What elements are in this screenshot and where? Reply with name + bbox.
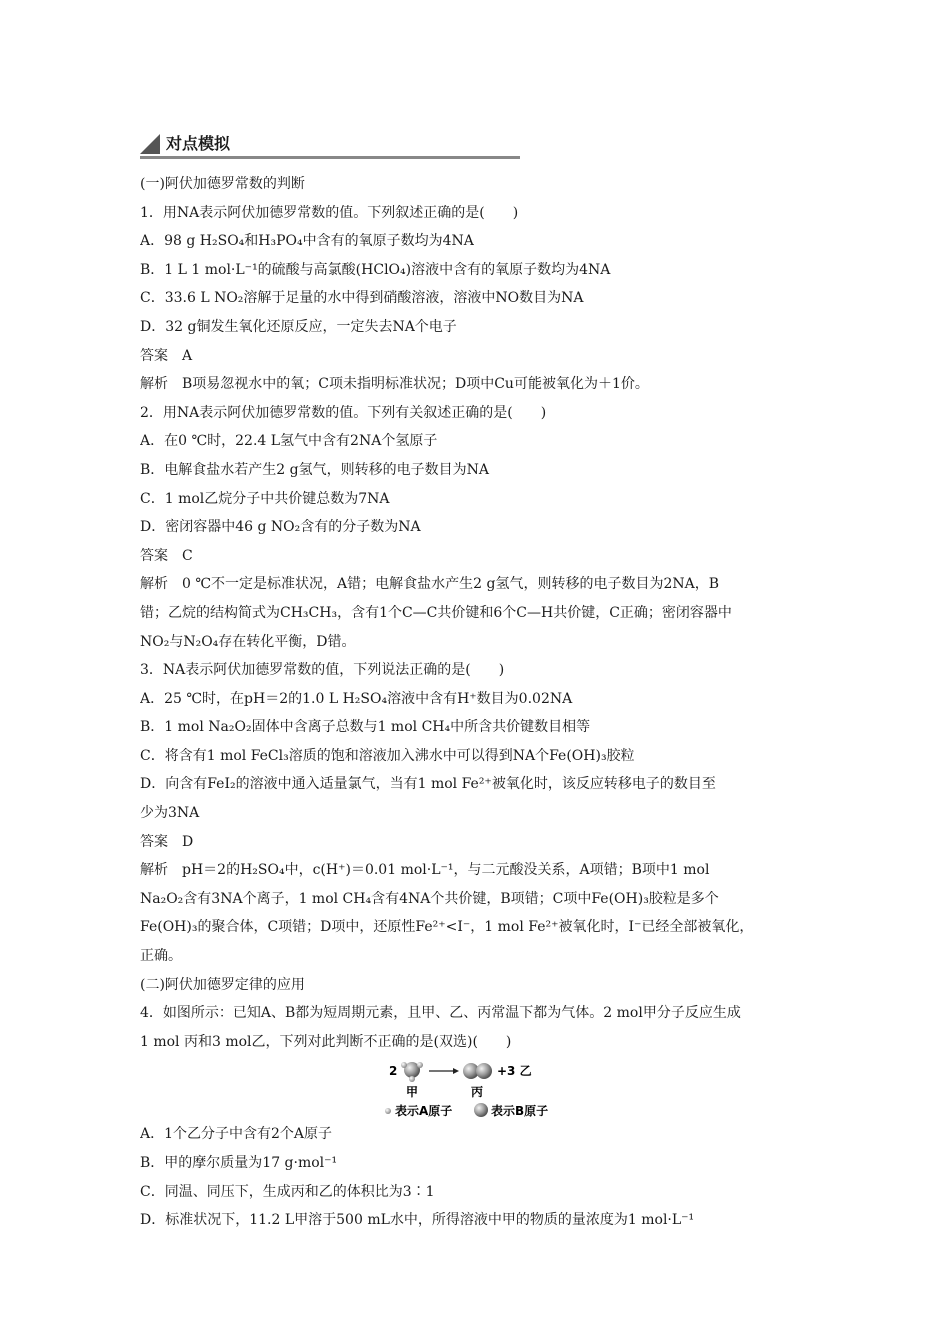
molecule-bing-icon (463, 1063, 492, 1079)
question-4-stem-line-1: 4．如图所示：已知A、B都为短周期元素，且甲、乙、丙常温下都为气体。2 mol甲分子反应生成 (140, 1005, 741, 1022)
question-3-analysis-line-1: 解析 pH＝2的H₂SO₄中，c(H⁺)＝0.01 mol·L⁻¹，与二元酸没关系，A项错；B项中1 mol (140, 862, 710, 879)
molecule-jia-icon (401, 1062, 423, 1082)
question-1-option-b: B．1 L 1 mol·L⁻¹的硫酸与高氯酸(HClO₄)溶液中含有的氧原子数均为4NA (140, 261, 611, 278)
question-4-option-c: C．同温、同压下，生成丙和乙的体积比为3∶1 (140, 1183, 435, 1200)
section-title: 对点模拟 (166, 134, 231, 153)
corner-triangle-icon (140, 134, 160, 154)
question-2-option-a: A．在0 ℃时，22.4 L氢气中含有2NA个氢原子 (140, 433, 438, 450)
atom-b-legend-icon (474, 1103, 488, 1117)
label-jia: 甲 (406, 1085, 419, 1100)
question-3-answer: 答案 D (140, 833, 194, 850)
question-3-analysis-line-2: Na₂O₂含有3NA个离子，1 mol CH₄含有4NA个共价键，B项错；C项中Fe(OH)₃胶粒是多个 (140, 890, 719, 907)
right-term: +3 乙 (497, 1064, 532, 1079)
legend-a-text: 表示A原子 (395, 1104, 453, 1119)
subsection-heading-2: (二)阿伏加德罗定律的应用 (140, 976, 305, 993)
question-3-option-d-line-1: D．向含有FeI₂的溶液中通入适量氯气，当有1 mol Fe²⁺被氧化时，该反应转移电子的数目至 (140, 776, 716, 793)
reaction-diagram (385, 1058, 575, 1120)
header-rule (140, 156, 520, 159)
question-3-option-d-line-2: 少为3NA (140, 805, 200, 822)
coefficient-left: 2 (389, 1064, 398, 1079)
question-2-option-c: C．1 mol乙烷分子中共价键总数为7NA (140, 490, 390, 507)
subsection-heading-1: (一)阿伏加德罗常数的判断 (140, 176, 305, 192)
question-2-analysis-line-3: NO₂与N₂O₄存在转化平衡，D错。 (140, 633, 356, 650)
reaction-arrow-icon (429, 1068, 459, 1074)
reaction-figure (140, 1058, 815, 1120)
question-4-option-b: B．甲的摩尔质量为17 g·mol⁻¹ (140, 1155, 338, 1171)
question-2-option-b: B．电解食盐水若产生2 g氢气，则转移的电子数目为NA (140, 461, 489, 478)
question-3-option-c: C．将含有1 mol FeCl₃溶质的饱和溶液加入沸水中可以得到NA个Fe(OH)₃胶粒 (140, 747, 635, 764)
section-header (140, 134, 520, 160)
question-1-analysis: 解析 B项易忽视水中的氧；C项未指明标准状况；D项中Cu可能被氧化为＋1价。 (140, 376, 649, 393)
atom-a-legend-icon (385, 1108, 391, 1114)
question-1-option-a: A．98 g H₂SO₄和H₃PO₄中含有的氧原子数均为4NA (140, 233, 474, 250)
question-4-stem-line-2: 1 mol 丙和3 mol乙，下列对此判断不正确的是(双选)( ) (140, 1033, 512, 1050)
question-4-option-d: D．标准状况下，11.2 L甲溶于500 mL水中，所得溶液中甲的物质的量浓度为1 mol·L⁻¹ (140, 1212, 695, 1229)
label-bing: 丙 (471, 1085, 484, 1100)
question-3-option-b: B．1 mol Na₂O₂固体中含离子总数与1 mol CH₄中所含共价键数目相等 (140, 719, 591, 736)
question-3-option-a: A．25 ℃时，在pH＝2的1.0 L H₂SO₄溶液中含有H⁺数目为0.02NA (140, 690, 573, 707)
question-3-analysis-line-4: 正确。 (140, 948, 182, 965)
question-3-analysis-line-3: Fe(OH)₃的聚合体，C项错；D项中，还原性Fe²⁺<I⁻，1 mol Fe²⁺被氧化时，I⁻已经全部被氧化， (140, 919, 754, 936)
document-body (140, 170, 815, 1235)
question-2-option-d: D．密闭容器中46 g NO₂含有的分子数为NA (140, 519, 421, 536)
question-4-option-a: A．1个乙分子中含有2个A原子 (140, 1126, 333, 1143)
question-2-stem: 2．用NA表示阿伏加德罗常数的值。下列有关叙述正确的是( ) (140, 404, 547, 421)
question-3-stem: 3．NA表示阿伏加德罗常数的值，下列说法正确的是( ) (140, 662, 505, 679)
question-1-option-d: D．32 g铜发生氧化还原反应，一定失去NA个电子 (140, 318, 457, 335)
question-2-analysis-line-2: 错；乙烷的结构简式为CH₃CH₃，含有1个C—C共价键和6个C—H共价键，C正确；密闭容器中 (140, 604, 732, 621)
question-1-option-c: C．33.6 L NO₂溶解于足量的水中得到硝酸溶液，溶液中NO数目为NA (140, 290, 584, 307)
question-2-analysis-line-1: 解析 0 ℃不一定是标准状况，A错；电解食盐水产生2 g氢气，则转移的电子数目为2NA，B (140, 576, 720, 593)
question-2-answer: 答案 C (140, 547, 193, 564)
question-1-stem: 1．用NA表示阿伏加德罗常数的值。下列叙述正确的是( ) (140, 204, 519, 221)
legend-b-text: 表示B原子 (491, 1104, 549, 1119)
question-1-answer: 答案 A (140, 347, 193, 364)
